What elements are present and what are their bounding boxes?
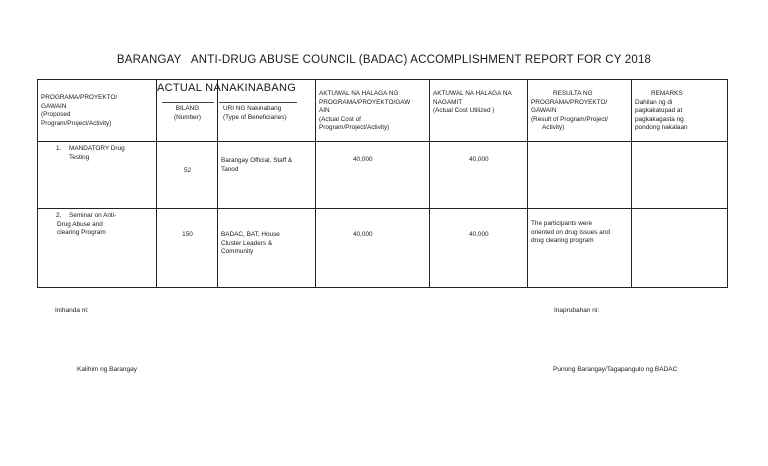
header-remarks — [632, 80, 728, 142]
header-aktuwal-line: PROGRAMA/PROYEKTO/GAW — [319, 98, 411, 106]
header-number-label: (Number) — [174, 113, 201, 121]
table-row — [38, 209, 728, 288]
type-line: BADAC, BAT, House — [221, 231, 280, 238]
header-remarks-line: pagkakagasta ng — [635, 115, 684, 123]
result-line: drug clearing program — [531, 237, 594, 245]
header-divider — [219, 102, 297, 103]
cell-program — [38, 142, 157, 209]
report-title: BARANGAY ANTI-DRUG ABUSE COUNCIL (BADAC) ACCOMPLISHMENT REPORT FOR CY 2018 — [116, 54, 652, 66]
prepared-by-label: Inihanda ni: — [55, 307, 89, 314]
header-aktuwal-line: (Actual Cost of — [319, 115, 361, 123]
header-uri-line: URI NG Nakinabang — [223, 105, 282, 112]
header-bilang-label: BILANG — [175, 105, 200, 112]
cell-program — [38, 209, 157, 288]
beneficiary-count: 150 — [182, 231, 193, 238]
header-aktuwal-line: AIN — [319, 107, 330, 115]
type-line: Tanod — [221, 165, 239, 173]
actual-cost-value: 40,000 — [353, 231, 373, 238]
cell-actual-cost — [316, 142, 430, 209]
header-program-line: (Proposed — [41, 111, 71, 119]
cost-utilized-value: 40,000 — [469, 156, 489, 163]
header-resulta-line: (Result of Program/Project/ — [531, 115, 609, 123]
program-line: Testing — [69, 153, 90, 161]
actual-cost-value: 40,000 — [353, 156, 373, 163]
result-line: oriented on drug issues and — [531, 228, 610, 236]
program-line: Seminar on Anti- — [69, 212, 117, 219]
header-uri-line: (Type of Beneficiaries) — [223, 113, 287, 121]
secretary-signatory: Kalihim ng Barangay — [77, 366, 137, 373]
program-line: Drug Abuse and — [57, 220, 103, 228]
captain-signatory: Punong Barangay/Tagapangulo ng BADAC — [553, 366, 678, 373]
cell-result — [528, 209, 632, 288]
header-program — [38, 80, 157, 142]
type-line: Cluster Leaders & — [221, 239, 273, 247]
header-aktuwal — [316, 80, 430, 142]
accomplishment-table — [37, 79, 728, 288]
program-line: MANDATORY Drug — [69, 145, 125, 152]
cell-remarks — [632, 142, 728, 209]
row-number: 1. — [56, 145, 62, 152]
cell-actual-cost — [316, 209, 430, 288]
cell-cost-utilized — [430, 142, 528, 209]
header-nagamit-line: AKTUWAL NA HALAGA NA — [433, 90, 512, 97]
header-actual-na: ACTUAL NA — [157, 82, 222, 94]
header-program-line: GAWAIN — [41, 102, 67, 110]
type-line: Community — [221, 248, 254, 256]
header-program-line: Program/Project/Activity) — [41, 119, 112, 127]
result-line: The participants were — [531, 220, 593, 227]
header-bilang — [157, 80, 222, 142]
header-remarks-line: Dahilan ng di — [635, 98, 673, 106]
row-number: 2. — [56, 212, 62, 219]
header-aktuwal-line: AKTUWAL NA HALAGA NG — [319, 90, 399, 97]
header-resulta-line: RESULTA NG — [553, 90, 593, 97]
program-line: clearing Program — [57, 229, 106, 237]
table-row — [38, 142, 728, 209]
beneficiary-count: 52 — [183, 167, 192, 174]
type-line: Barangay Official, Staff & — [221, 157, 293, 164]
cell-number — [157, 209, 218, 288]
header-remarks-line: REMARKS — [651, 90, 683, 97]
cell-remarks — [632, 209, 728, 288]
header-remarks-line: pondong nakalaan — [635, 124, 688, 132]
cell-result — [528, 142, 632, 209]
header-resulta-line: PROGRAMA/PROYEKTO/ — [531, 98, 608, 106]
header-row — [38, 80, 728, 142]
header-resulta-line: Activity) — [542, 124, 565, 132]
cell-type — [218, 209, 316, 288]
header-nagamit-line: NAGAMIT — [433, 98, 463, 106]
header-divider — [162, 102, 214, 103]
approved-by-label: Inaprubahan ni: — [554, 307, 600, 314]
header-resulta — [528, 80, 632, 142]
header-nagamit — [430, 80, 528, 142]
cell-number — [157, 142, 218, 209]
header-nakinabang: NAKINABANG — [221, 82, 297, 94]
header-remarks-line: pagkakatupad at — [635, 107, 683, 115]
header-uri — [218, 80, 316, 142]
header-aktuwal-line: Program/Project/Activity) — [319, 124, 390, 132]
header-nagamit-line: (Actual Cost Utilized ) — [433, 107, 495, 115]
cell-type — [218, 142, 316, 209]
header-program-line: PROGRAMA/PROYEKTO/ — [41, 94, 118, 101]
cell-cost-utilized — [430, 209, 528, 288]
header-resulta-line: GAWAIN — [531, 107, 557, 115]
cost-utilized-value: 40,000 — [469, 231, 489, 238]
